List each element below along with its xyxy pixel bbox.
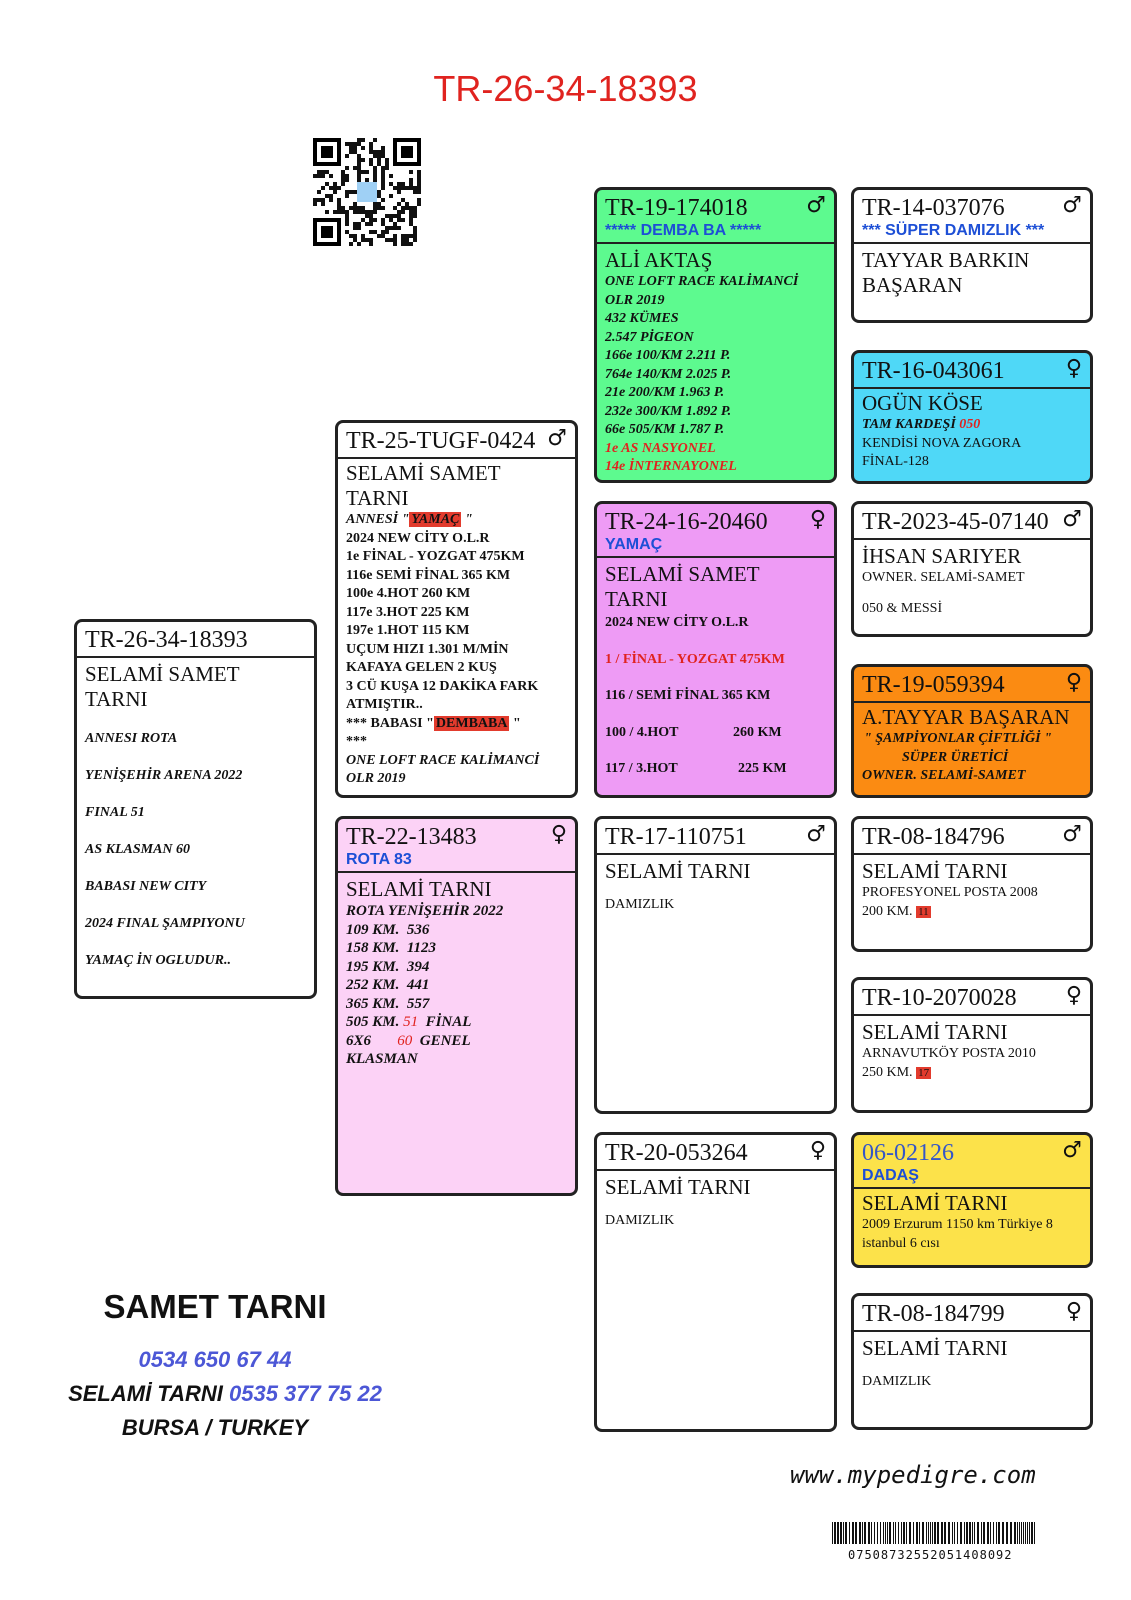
sdd-card[interactable] xyxy=(851,664,1093,798)
note-line: 6X6 60 GENEL xyxy=(346,1032,471,1049)
female-icon: ♀ xyxy=(1065,983,1082,1008)
babasi-highlight: DEMBABA xyxy=(435,715,508,731)
note-line: 225 KM xyxy=(738,761,787,776)
dss-card[interactable] xyxy=(851,816,1093,952)
sire-dam-card[interactable] xyxy=(594,501,837,798)
note-line: 365 KM. 557 xyxy=(346,995,430,1012)
ring-number: TR-26-34-18393 xyxy=(85,627,248,653)
ssd-card[interactable] xyxy=(851,350,1093,484)
babasi-label: *** BABASI " xyxy=(346,715,434,731)
rank-badge: 11 xyxy=(918,905,929,918)
note-line: 1e FİNAL - YOZGAT 475KM xyxy=(346,549,525,564)
note-line: KENDİSİ NOVA ZAGORA xyxy=(862,435,1022,451)
qr-code-icon xyxy=(313,138,421,246)
ring-number: TR-08-184799 xyxy=(862,1301,1005,1327)
owner-name: SELAMİ TARNI xyxy=(862,859,1008,883)
note-line: 116 / SEMİ FİNAL 365 KM xyxy=(605,688,771,703)
note-line: 109 KM. 536 xyxy=(346,921,430,938)
note-line: 050 & MESSİ xyxy=(862,600,943,616)
note-line: 100 / 4.HOT xyxy=(605,724,679,740)
note-line: ATMIŞTIR.. xyxy=(346,697,423,712)
dam-sire-card[interactable] xyxy=(594,816,837,1114)
note-line: ANNESI ROTA xyxy=(85,731,178,746)
subject-card[interactable] xyxy=(74,619,317,999)
dam-dam-card[interactable] xyxy=(594,1132,837,1432)
owner-name: SELAMİ TARNI xyxy=(605,859,751,883)
dam-notes xyxy=(346,902,567,1069)
male-icon: ♂ xyxy=(547,426,567,451)
note-line: ONE LOFT RACE KALİMANCİ xyxy=(346,752,540,768)
note-line: 2009 Erzurum 1150 km Türkiye 8 xyxy=(862,1217,1053,1232)
owner-name: A.TAYYAR BAŞARAN xyxy=(862,705,1070,729)
ring-number: TR-16-043061 xyxy=(862,358,1005,384)
note-line: 116e SEMİ FİNAL 365 KM xyxy=(346,567,511,583)
ring-number: TR-10-2070028 xyxy=(862,985,1017,1011)
note-line: 260 KM xyxy=(733,724,782,740)
annesi-label-end: " xyxy=(461,512,473,527)
note-line: 252 KM. 441 xyxy=(346,977,430,993)
owner-name: İHSAN SARIYER xyxy=(862,544,1022,568)
babasi-label-end: " xyxy=(509,715,521,731)
owner-name: SELAMİ SAMET TARNI xyxy=(605,562,760,611)
sss-card[interactable] xyxy=(851,187,1093,323)
ring-number: 06-02126 xyxy=(862,1140,954,1166)
note-line: ONE LOFT RACE KALİMANCİ xyxy=(605,274,799,289)
note-line: 250 KM. xyxy=(862,1064,917,1080)
note-line: 505 KM. 51 FİNAL xyxy=(346,1014,472,1030)
owner-name: SELAMİ TARNI xyxy=(862,1191,1008,1215)
note-line: 3 CÜ KUŞA 12 DAKİKA FARK xyxy=(346,678,539,694)
note-line: FINAL 51 xyxy=(85,805,145,820)
male-icon: ♂ xyxy=(1062,507,1082,532)
note-line: " ŞAMPİYONLAR ÇİFTLİĞİ " xyxy=(864,731,1052,746)
contact-name: SELAMİ TARNI xyxy=(68,1381,223,1406)
dds-card[interactable] xyxy=(851,1132,1093,1268)
note-line: DAMIZLIK xyxy=(605,897,675,912)
note-line: ROTA YENİŞEHİR 2022 xyxy=(346,903,504,919)
note-line: 764e 140/KM 2.025 P. xyxy=(605,366,732,382)
pigeon-tag: DADAŞ xyxy=(862,1167,919,1184)
female-icon: ♀ xyxy=(809,507,826,532)
breeder-name: SAMET TARNI xyxy=(103,1288,327,1325)
male-icon: ♂ xyxy=(806,822,826,847)
note-line: 21e 200/KM 1.963 P. xyxy=(605,385,725,400)
note-line: YAMAÇ İN OGLUDUR.. xyxy=(85,953,231,968)
owner-name: OGÜN KÖSE xyxy=(862,391,983,415)
male-icon: ♂ xyxy=(806,193,826,218)
pigeon-tag: ROTA 83 xyxy=(346,851,412,868)
note-line: 200 KM. xyxy=(862,903,917,919)
annesi-highlight: YAMAÇ xyxy=(411,512,460,527)
owner-name: SELAMİ SAMET TARNI xyxy=(346,461,501,510)
owner-name: SELAMİ SAMET TARNI xyxy=(85,662,240,711)
note-highlight: 050 xyxy=(959,417,981,432)
male-icon: ♂ xyxy=(1062,1138,1082,1163)
dsd-card[interactable] xyxy=(851,977,1093,1113)
female-icon: ♀ xyxy=(1065,356,1082,381)
note-line: YENİŞEHİR ARENA 2022 xyxy=(85,768,243,783)
note-line: 14e İNTERNAYONEL xyxy=(605,459,737,474)
note-line: 117e 3.HOT 225 KM xyxy=(346,604,470,620)
male-icon: ♂ xyxy=(1062,193,1082,218)
ddd-card[interactable] xyxy=(851,1293,1093,1430)
note-line: 232e 300/KM 1.892 P. xyxy=(605,403,732,419)
phone-link[interactable]: 0534 650 67 44 xyxy=(138,1347,292,1372)
note-line: 197e 1.HOT 115 KM xyxy=(346,623,470,638)
barcode-icon xyxy=(830,1522,1040,1546)
owner-name: SELAMİ TARNI xyxy=(346,877,492,901)
note-line: 100e 4.HOT 260 KM xyxy=(346,586,471,601)
note-line: TAM KARDEŞİ xyxy=(862,417,960,432)
note-line: 117 / 3.HOT xyxy=(605,761,678,776)
note-line: ARNAVUTKÖY POSTA 2010 xyxy=(862,1046,1036,1061)
note-line: DAMIZLIK xyxy=(862,1374,932,1389)
sire-sire-card[interactable] xyxy=(594,187,837,483)
pigeon-tag: ***** DEMBA BA ***** xyxy=(605,222,762,239)
owner-name: SELAMİ TARNI xyxy=(862,1336,1008,1360)
ring-number: TR-24-16-20460 xyxy=(605,509,768,535)
note-line: 195 KM. 394 xyxy=(346,958,430,975)
note-line: *** xyxy=(346,734,367,749)
note-line: BABASI NEW CITY xyxy=(85,879,207,894)
note-line: FİNAL-128 xyxy=(862,454,929,469)
note-line: AS KLASMAN 60 xyxy=(85,842,191,857)
note-line: 1 / FİNAL - YOZGAT 475KM xyxy=(605,651,785,667)
sire-card[interactable] xyxy=(335,420,578,798)
ring-number: TR-14-037076 xyxy=(862,195,1005,221)
ring-number: TR-08-184796 xyxy=(862,824,1005,850)
dam-card[interactable] xyxy=(335,816,578,1196)
female-icon: ♀ xyxy=(550,822,567,847)
note-line: 166e 100/KM 2.211 P. xyxy=(605,348,731,363)
note-line: 2024 FINAL ŞAMPIYONU xyxy=(85,916,245,931)
ring-number: TR-22-13483 xyxy=(346,824,477,850)
owner-name: SELAMİ TARNI xyxy=(862,1020,1008,1044)
website-link[interactable]: www.mypedigre.com xyxy=(790,1461,1036,1489)
note-line: SÜPER ÜRETİCİ xyxy=(902,749,1009,765)
note-line: KLASMAN xyxy=(346,1051,418,1067)
pigeon-tag: *** SÜPER DAMIZLIK *** xyxy=(862,222,1045,239)
page-title: TR-26-34-18393 xyxy=(433,68,698,109)
note-line: PROFESYONEL POSTA 2008 xyxy=(862,885,1038,900)
note-line: 2024 NEW CİTY O.L.R xyxy=(346,530,490,546)
female-icon: ♀ xyxy=(809,1138,826,1163)
note-line: DAMIZLIK xyxy=(605,1213,675,1228)
ring-number: TR-20-053264 xyxy=(605,1140,748,1166)
note-line: OWNER. SELAMİ-SAMET xyxy=(862,570,1025,585)
note-line: istanbul 6 cısı xyxy=(862,1235,940,1251)
note-line: 158 KM. 1123 xyxy=(346,940,437,956)
ring-number: TR-17-110751 xyxy=(605,824,747,850)
note-line: 2024 NEW CİTY O.L.R xyxy=(605,615,749,630)
note-line: UÇUM HIZI 1.301 M/MİN xyxy=(346,641,509,657)
pigeon-tag: YAMAÇ xyxy=(605,536,663,553)
barcode-number: 07508732552051408092 xyxy=(848,1548,1013,1562)
female-icon: ♀ xyxy=(1065,670,1082,695)
owner-name: ALİ AKTAŞ xyxy=(605,248,713,272)
ring-number: TR-25-TUGF-0424 xyxy=(346,428,536,454)
phone-link[interactable]: 0535 377 75 22 xyxy=(229,1381,382,1406)
annesi-label: ANNESİ " xyxy=(346,512,410,527)
note-line: OLR 2019 xyxy=(346,771,406,786)
ring-number: TR-19-174018 xyxy=(605,195,748,221)
note-line: KAFAYA GELEN 2 KUŞ xyxy=(346,660,497,675)
note-line: 66e 505/KM 1.787 P. xyxy=(605,422,725,437)
ring-number: TR-19-059394 xyxy=(862,672,1005,698)
owner-name: SELAMİ TARNI xyxy=(605,1175,751,1199)
female-icon: ♀ xyxy=(1065,1299,1082,1324)
owner-name: TAYYAR BARKIN BAŞARAN xyxy=(862,248,1030,297)
note-line: 2.547 PİGEON xyxy=(605,329,694,345)
rank-badge: 17 xyxy=(918,1066,930,1079)
male-icon: ♂ xyxy=(1062,822,1082,847)
ring-number: TR-2023-45-07140 xyxy=(862,509,1049,535)
note-line: 1e AS NASYONEL xyxy=(605,440,716,456)
location-text: BURSA / TURKEY xyxy=(121,1415,309,1440)
note-line: OLR 2019 xyxy=(605,292,665,308)
note-line: OWNER. SELAMİ-SAMET xyxy=(862,768,1026,783)
sds-card[interactable] xyxy=(851,501,1093,637)
note-line: 432 KÜMES xyxy=(605,311,679,326)
